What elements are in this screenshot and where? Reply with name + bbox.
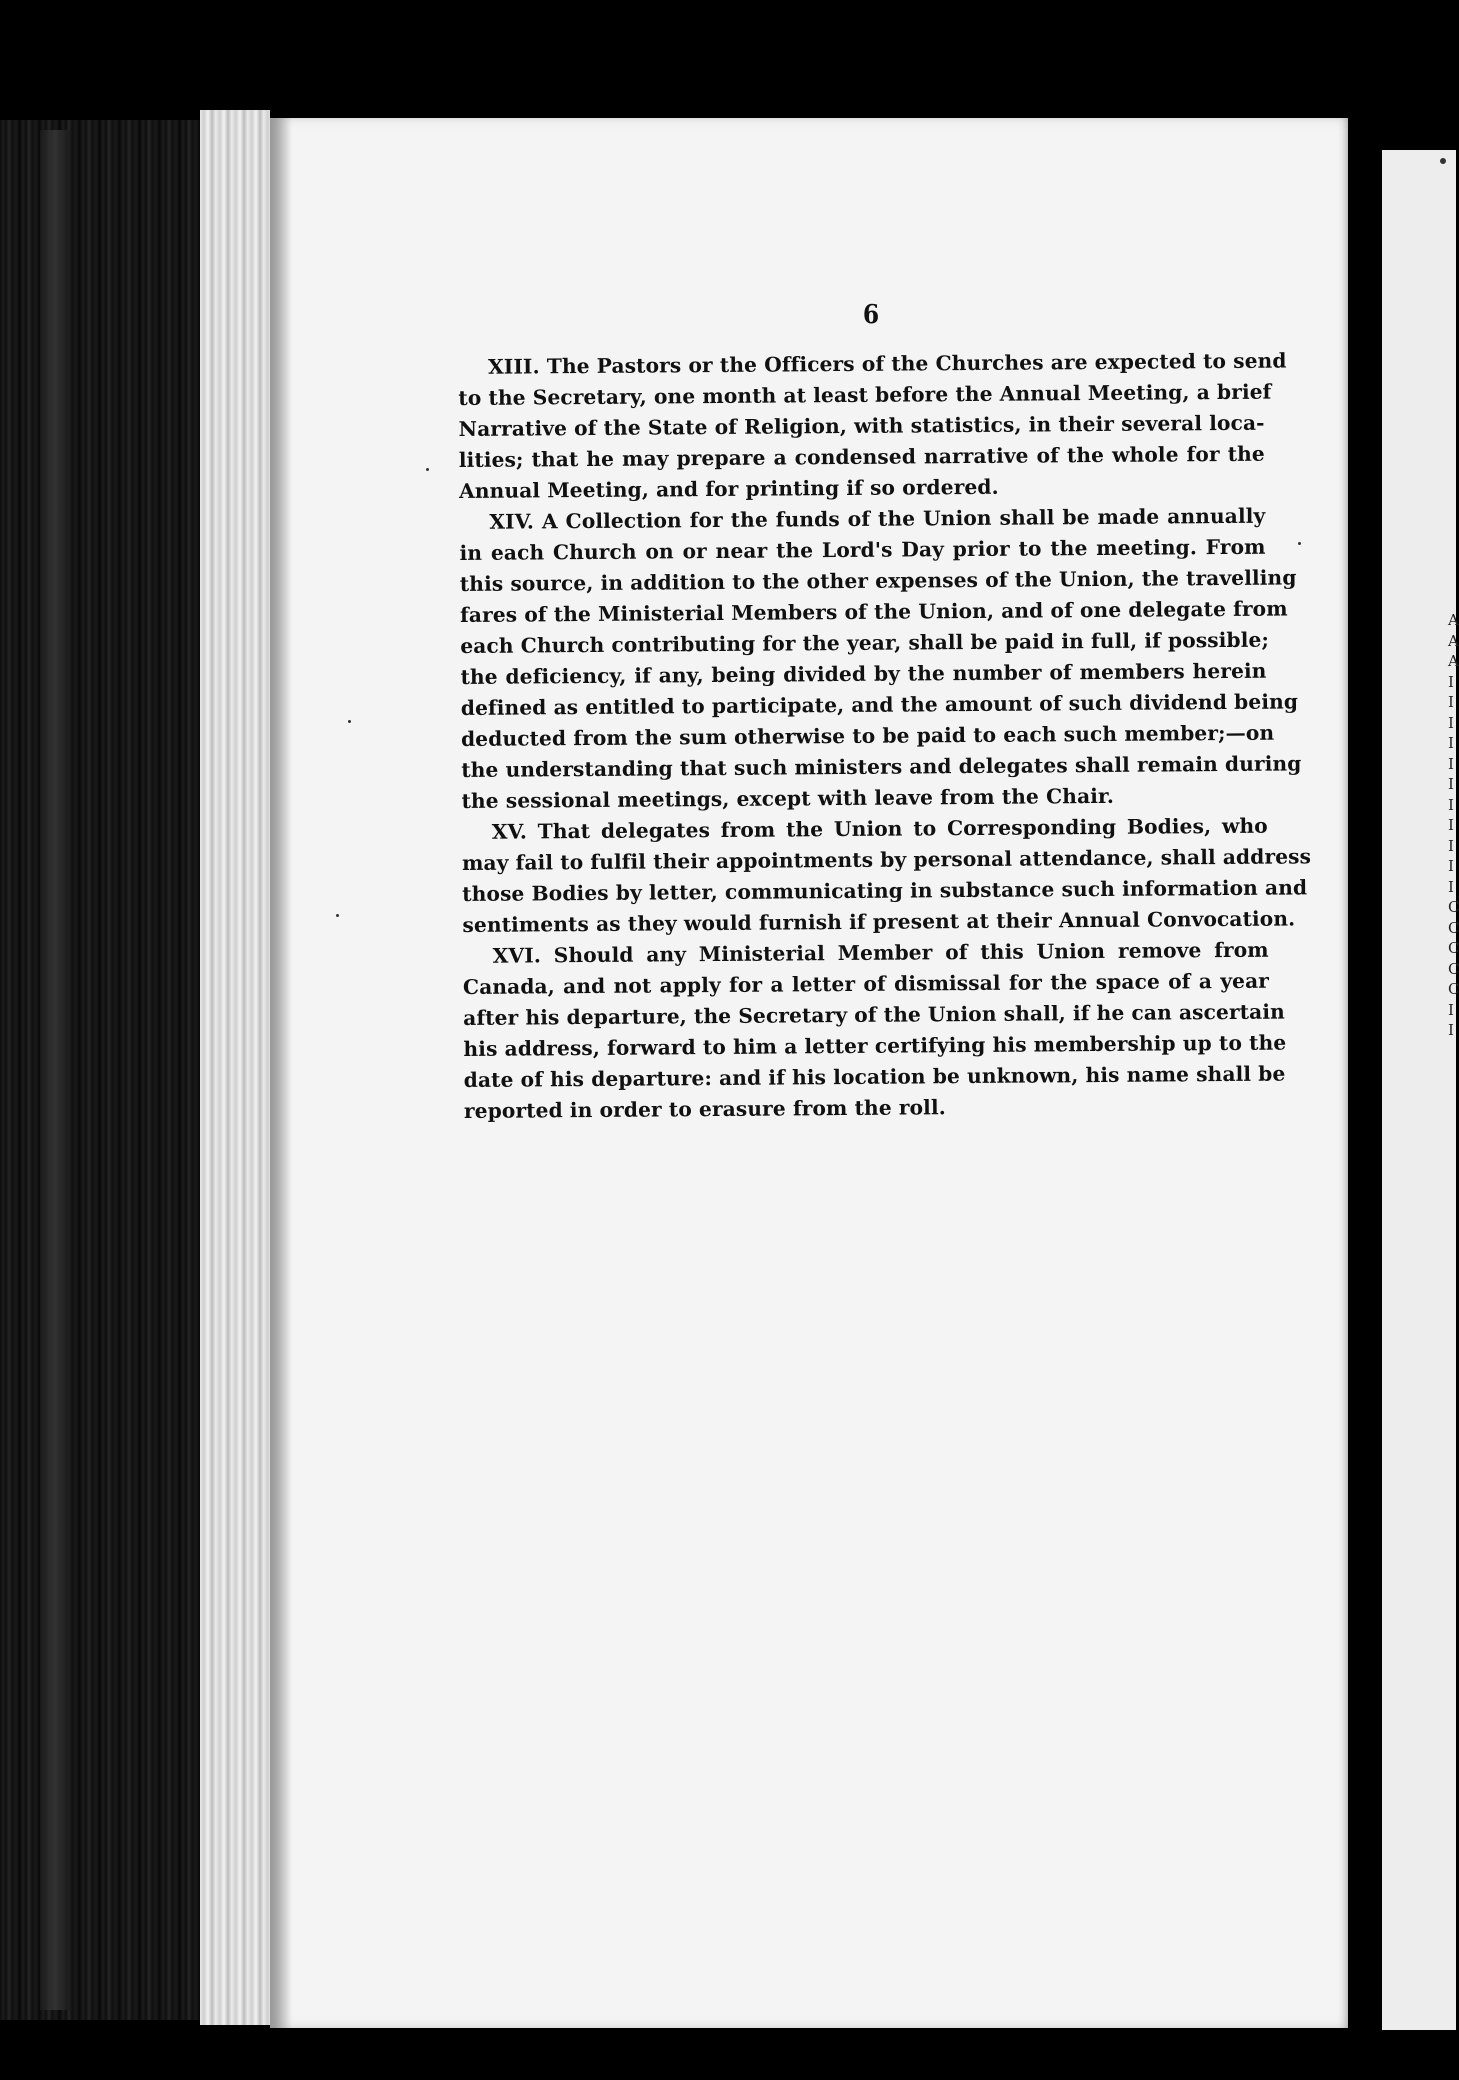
text-line: XVI. Should any Ministerial Member of this Union remove from [492, 937, 1269, 968]
text-line: to the Secretary, one month at least before the Annual Meeting, a brief [458, 379, 1272, 410]
scan-speck [426, 468, 429, 471]
gutter-shadow [270, 118, 292, 2028]
text-line: date of his departure: and if his location be unknown, his name shall be [463, 1061, 1286, 1092]
text-line: those Bodies by letter, communicating in substance such information and [462, 875, 1308, 906]
text-line: after his departure, the Secretary of the Union shall, if he can ascertain [463, 999, 1285, 1030]
facing-page-letter: C [1448, 939, 1459, 957]
paragraph [459, 501, 1302, 817]
text-line: each Church contributing for the year, shall be paid in full, if possible; [460, 627, 1270, 658]
facing-page-letter: I [1448, 672, 1454, 691]
facing-page-letter: I [1448, 836, 1454, 855]
facing-page-letter: I [1448, 693, 1454, 711]
text-line: fares of the Ministerial Members of the Union, and of one delegate from [459, 596, 1288, 627]
facing-page-letter: C [1448, 980, 1459, 998]
text-line: the sessional meetings, except with leave from the Chair. [461, 783, 1115, 813]
text-line: XIII. The Pastors or the Officers of the Churches are expected to send [488, 348, 1287, 379]
body-text [458, 346, 1312, 1127]
facing-page-letter: I [1448, 795, 1454, 814]
paragraph [462, 935, 1287, 1127]
text-line: deducted from the sum otherwise to be paid to each such member;—on [460, 720, 1275, 751]
text-line: Canada, and not apply for a letter of dismissal for the space of a year [462, 968, 1270, 999]
scan-speck [1440, 158, 1446, 164]
text-line: the understanding that such ministers and delegates shall remain during [461, 751, 1302, 782]
text-line: in each Church on or near the Lord's Day prior to the meeting. From [459, 534, 1266, 565]
text-line: Narrative of the State of Religion, with statistics, in their several loca- [458, 410, 1265, 441]
scan-speck [1298, 542, 1301, 545]
facing-page-letter: I [1448, 816, 1454, 834]
facing-page-letter: I [1448, 713, 1454, 732]
facing-page-letter: I [1448, 877, 1454, 896]
text-line: Annual Meeting, and for printing if so ordered. [458, 474, 999, 503]
paragraph [461, 811, 1312, 941]
text-line: XIV. A Collection for the funds of the Union shall be made annually [489, 503, 1266, 534]
page-number: 6 [862, 300, 880, 330]
facing-page-letter: I [1448, 754, 1454, 773]
text-line: lities; that he may prepare a condensed narrative of the whole for the [458, 441, 1265, 472]
book-edge-highlight [40, 130, 70, 2010]
text-line: XV. That delegates from the Union to Corresponding Bodies, who [491, 813, 1268, 844]
text-line: this source, in addition to the other expenses of the Union, the travelling [459, 565, 1297, 596]
facing-page-letter: I [1448, 1021, 1454, 1039]
facing-page-letter: A [1448, 631, 1459, 650]
facing-page-letter: C [1448, 959, 1459, 978]
facing-page-edge [1382, 150, 1459, 2030]
scan-speck [348, 720, 351, 723]
facing-page-letter: C [1448, 918, 1459, 937]
facing-page-letter: A [1448, 611, 1459, 629]
scan-speck [336, 914, 339, 917]
facing-page-letter: I [1448, 857, 1454, 875]
facing-page-letters [1448, 610, 1458, 1041]
text-line: reported in order to erasure from the roll. [463, 1095, 946, 1123]
text-line: defined as entitled to participate, and the amount of such dividend being [460, 689, 1299, 720]
facing-page-letter: C [1448, 898, 1459, 916]
text-line: sentiments as they would furnish if present at their Annual Convocation. [462, 906, 1296, 937]
text-line: may fail to fulfil their appointments by personal attendance, shall address [461, 844, 1312, 875]
text-line: his address, forward to him a letter certifying his membership up to the [463, 1030, 1287, 1061]
facing-page-letter: I [1448, 1000, 1454, 1019]
facing-page-letter: I [1448, 734, 1454, 752]
page-stack-edge [200, 110, 270, 2025]
paragraph [458, 346, 1287, 507]
facing-page-letter: I [1448, 775, 1454, 793]
facing-page-letter: A [1448, 652, 1459, 670]
text-line: the deficiency, if any, being divided by the number of members herein [460, 658, 1267, 689]
